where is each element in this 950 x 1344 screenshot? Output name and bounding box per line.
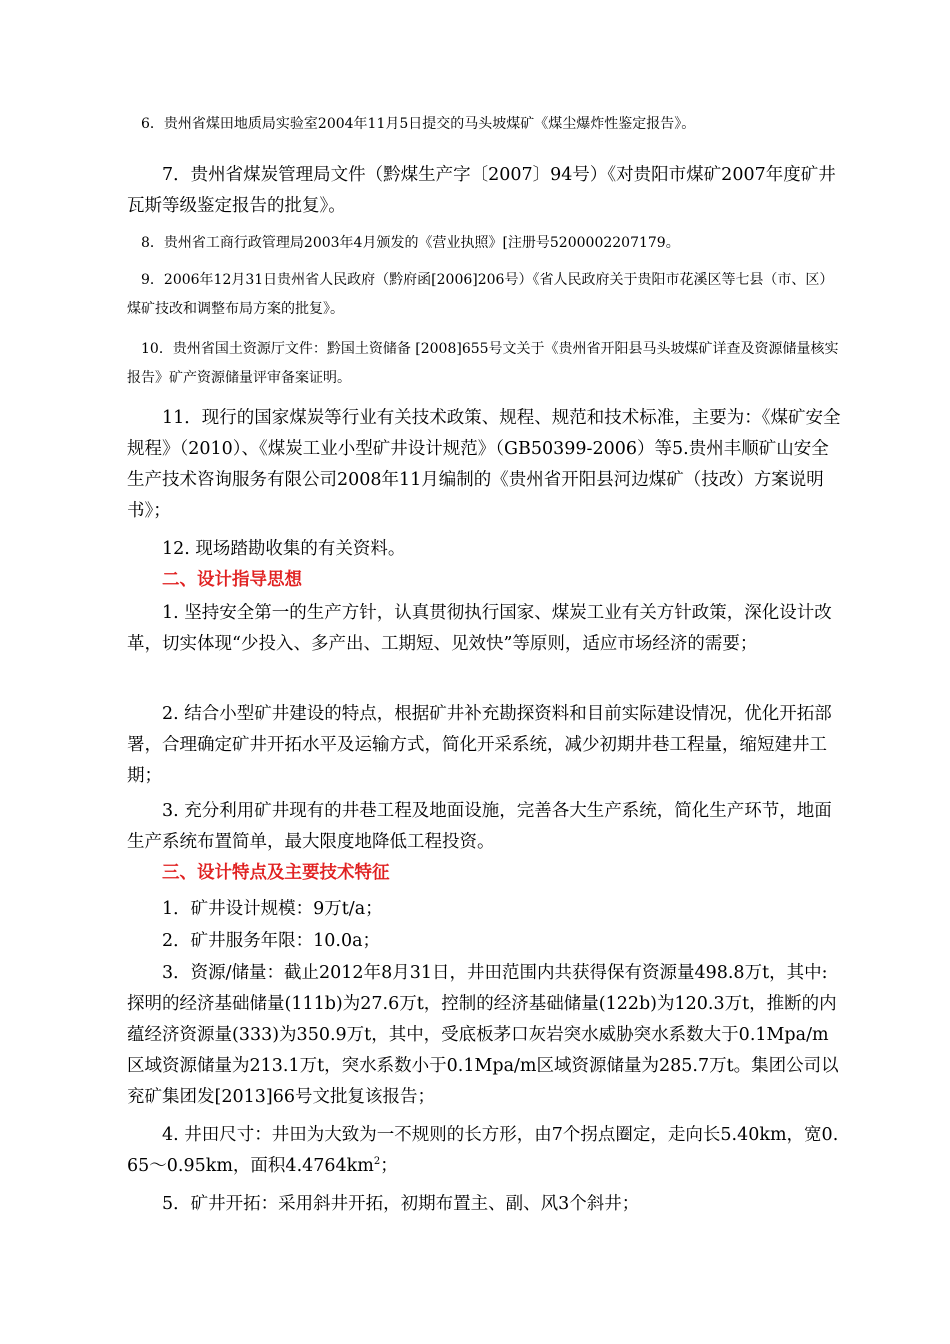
reference-item-10: 10．贵州省国土资源厅文件：黔国土资储备 [2008]655号文关于《贵州省开阳县马头坡煤矿详查及资源储量核实报告》矿产资源储量评审备案证明。: [127, 341, 839, 386]
reference-item-9: 9．2006年12月31日贵州省人民政府（黔府函[2006]206号）《省人民政府关于贵阳市花溪区等七县（市、区）煤矿技改和调整布局方案的批复》。: [127, 272, 834, 317]
section-heading-design-guidance: 二、设计指导思想: [162, 570, 302, 590]
reference-item-11: 11．现行的国家煤炭等行业有关技术政策、规程、规范和技术标准，主要为：《煤矿安全规程》（2010）、《煤炭工业小型矿井设计规范》（GB50399-2006）等5.贵州丰顺矿山安全生产技术咨询服务有限公司2008年11月编制的《贵州省开阳县河边煤矿（技改）方案说明书》；: [127, 408, 841, 521]
section-heading-design-features: 三、设计特点及主要技术特征: [162, 863, 390, 883]
feature-design-scale: 1．矿井设计规模：9万t/a；: [162, 899, 383, 919]
feature-resources-reserves: 3．资源/储量：截止2012年8月31日，井田范围内共获得保有资源量498.8万t，其中:探明的经济基础储量(111b)为27.6万t，控制的经济基础储量(122b)为120.3万t，推断的内蕴经济资源量(333)为350.9万t，其中，受底板茅口灰岩突水威胁突水系数大于0.1Mpa/m区域资源储量为213.1万t，突水系数小于0.1Mpa/m区域资源储量为285.7万t。集团公司以兖矿集团发[2013]66号文批复该报告；: [127, 963, 839, 1107]
area-unit-superscript: 2: [373, 1156, 381, 1168]
feature-service-life: 2．矿井服务年限：10.0a；: [162, 931, 381, 951]
feature-mine-development: 5．矿井开拓：采用斜井开拓，初期布置主、副、风3个斜井；: [162, 1194, 640, 1214]
reference-item-8: 8．贵州省工商行政管理局2003年4月颁发的《营业执照》[注册号5200002207179。: [141, 235, 680, 251]
reference-item-6: 6．贵州省煤田地质局实验室2004年11月5日提交的马头坡煤矿《煤尘爆炸性鉴定报告》。: [141, 116, 696, 132]
reference-item-7: 7．贵州省煤炭管理局文件（黔煤生产字〔2007〕94号）《对贵阳市煤矿2007年度矿井瓦斯等级鉴定报告的批复》。: [127, 165, 836, 216]
guidance-paragraph-3: 3. 充分利用矿井现有的井巷工程及地面设施，完善各大生产系统，简化生产环节，地面生产系统布置简单，最大限度地降低工程投资。: [127, 801, 832, 852]
field-dimensions-text: 4. 井田尺寸：井田为大致为一不规则的长方形，由7个拐点圈定，走向长5.40km，宽0.65～0.95km，面积4.4764km: [127, 1125, 839, 1176]
reference-item-12: 12. 现场踏勘收集的有关资料。: [162, 539, 406, 559]
feature-field-dimensions: [127, 1120, 843, 1182]
guidance-paragraph-1: 1. 坚持安全第一的生产方针，认真贯彻执行国家、煤炭工业有关方针政策，深化设计改革，切实体现“少投入、多产出、工期短、见效快”等原则，适应市场经济的需要；: [127, 603, 832, 654]
field-dimensions-end: ；: [380, 1156, 398, 1176]
guidance-paragraph-2: 2. 结合小型矿井建设的特点，根据矿井补充勘探资料和目前实际建设情况，优化开拓部署，合理确定矿井开拓水平及运输方式，简化开采系统，减少初期井巷工程量，缩短建井工期；: [127, 704, 832, 786]
